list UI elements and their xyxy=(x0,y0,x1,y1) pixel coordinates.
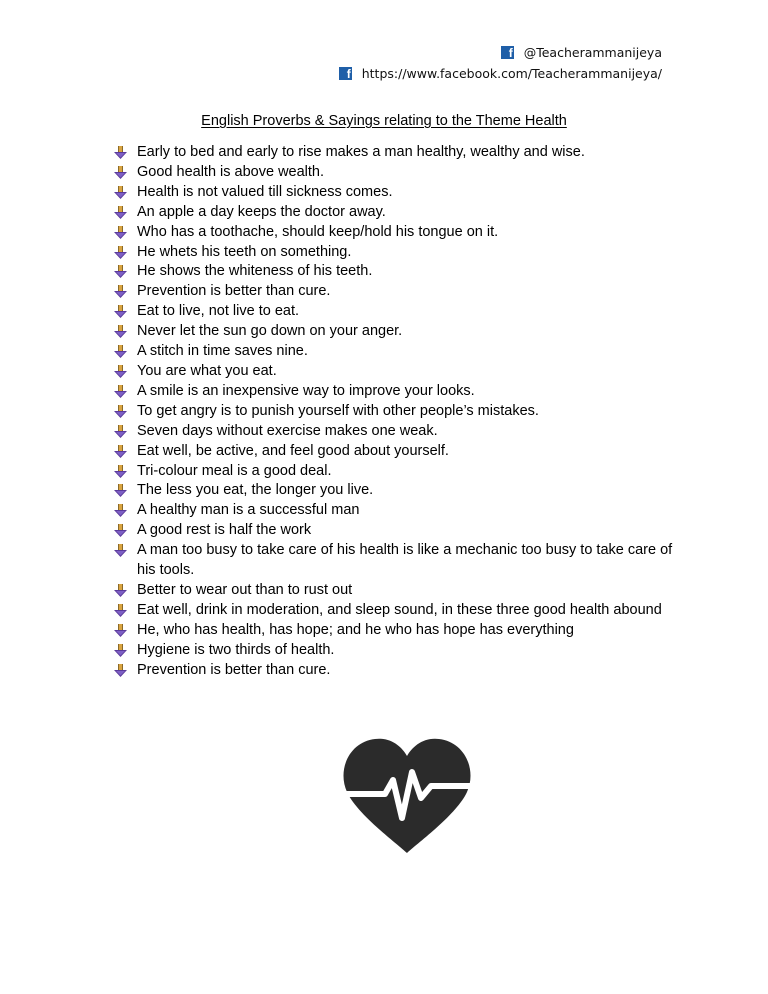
arrow-down-bullet-icon xyxy=(113,462,137,482)
page-title: English Proverbs & Sayings relating to the Theme Health xyxy=(201,113,567,129)
social-header xyxy=(339,42,662,84)
list-item xyxy=(113,143,693,163)
proverb-text: He shows the whiteness of his teeth. xyxy=(137,263,373,280)
proverb-text: Eat well, drink in moderation, and sleep sound, in these three good health abound xyxy=(137,601,662,618)
list-item xyxy=(113,342,693,362)
header-handle-line xyxy=(339,42,662,63)
proverb-text: A stitch in time saves nine. xyxy=(137,343,308,360)
arrow-down-bullet-icon xyxy=(113,382,137,402)
heartbeat-heart-icon xyxy=(341,736,473,854)
list-item xyxy=(113,621,693,641)
arrow-down-bullet-icon xyxy=(113,183,137,203)
proverb-text: To get angry is to punish yourself with other people’s mistakes. xyxy=(137,402,539,419)
arrow-down-bullet-icon xyxy=(113,143,137,163)
list-item xyxy=(113,481,693,501)
arrow-down-bullet-icon xyxy=(113,501,137,521)
proverb-text: He, who has health, has hope; and he who has hope has everything xyxy=(137,621,574,638)
proverb-text: An apple a day keeps the doctor away. xyxy=(137,203,386,220)
arrow-down-bullet-icon xyxy=(113,282,137,302)
arrow-down-bullet-icon xyxy=(113,402,137,422)
proverb-text: Prevention is better than cure. xyxy=(137,283,331,300)
arrow-down-bullet-icon xyxy=(113,541,137,561)
list-item xyxy=(113,302,693,322)
proverb-text: Hygiene is two thirds of health. xyxy=(137,641,335,658)
list-item xyxy=(113,382,693,402)
proverb-text: He whets his teeth on something. xyxy=(137,243,352,260)
proverb-text: Never let the sun go down on your anger. xyxy=(137,323,403,340)
arrow-down-bullet-icon xyxy=(113,243,137,263)
list-item xyxy=(113,442,693,462)
list-item xyxy=(113,501,693,521)
proverb-text: Better to wear out than to rust out xyxy=(137,581,353,598)
proverb-text: The less you eat, the longer you live. xyxy=(137,482,374,499)
list-item xyxy=(113,521,693,541)
proverb-text: Health is not valued till sickness comes. xyxy=(137,183,393,200)
proverb-text: Tri-colour meal is a good deal. xyxy=(137,462,332,479)
proverb-text: Good health is above wealth. xyxy=(137,163,325,180)
list-item xyxy=(113,402,693,422)
arrow-down-bullet-icon xyxy=(113,621,137,641)
list-item xyxy=(113,243,693,263)
arrow-down-bullet-icon xyxy=(113,203,137,223)
facebook-icon: f xyxy=(501,46,514,59)
arrow-down-bullet-icon xyxy=(113,342,137,362)
list-item xyxy=(113,322,693,342)
list-item xyxy=(113,362,693,382)
arrow-down-bullet-icon xyxy=(113,581,137,601)
list-item xyxy=(113,282,693,302)
proverb-text: Early to bed and early to rise makes a man healthy, wealthy and wise. xyxy=(137,144,585,160)
arrow-down-bullet-icon xyxy=(113,302,137,322)
arrow-down-bullet-icon xyxy=(113,442,137,462)
arrow-down-bullet-icon xyxy=(113,322,137,342)
arrow-down-bullet-icon xyxy=(113,481,137,501)
proverb-text: A man too busy to take care of his health is like a mechanic too busy to take care of his tools. xyxy=(137,542,673,579)
proverb-text: Eat to live, not live to eat. xyxy=(137,303,300,320)
arrow-down-bullet-icon xyxy=(113,163,137,183)
list-item xyxy=(113,661,693,681)
arrow-down-bullet-icon xyxy=(113,262,137,282)
proverb-text: You are what you eat. xyxy=(137,362,277,379)
proverb-text: A good rest is half the work xyxy=(137,522,312,539)
arrow-down-bullet-icon xyxy=(113,601,137,621)
proverb-text: A smile is an inexpensive way to improve your looks. xyxy=(137,382,475,399)
facebook-handle: @Teacherammanijeya xyxy=(523,45,662,60)
page-title-container xyxy=(0,113,768,129)
proverb-list xyxy=(113,143,693,680)
list-item xyxy=(113,422,693,442)
proverb-text: Eat well, be active, and feel good about yourself. xyxy=(137,442,449,459)
facebook-url[interactable]: https://www.facebook.com/Teacherammanijeya/ xyxy=(361,66,662,81)
list-item xyxy=(113,203,693,223)
arrow-down-bullet-icon xyxy=(113,661,137,681)
list-item xyxy=(113,163,693,183)
arrow-down-bullet-icon xyxy=(113,521,137,541)
arrow-down-bullet-icon xyxy=(113,641,137,661)
proverb-text: Who has a toothache, should keep/hold his tongue on it. xyxy=(137,223,499,240)
list-item xyxy=(113,183,693,203)
proverb-text: Prevention is better than cure. xyxy=(137,661,331,678)
list-item xyxy=(113,641,693,661)
list-item xyxy=(113,541,693,581)
proverb-text: Seven days without exercise makes one weak. xyxy=(137,422,438,439)
list-item xyxy=(113,601,693,621)
header-url-line xyxy=(339,63,662,84)
arrow-down-bullet-icon xyxy=(113,362,137,382)
list-item xyxy=(113,262,693,282)
arrow-down-bullet-icon xyxy=(113,422,137,442)
list-item xyxy=(113,223,693,243)
proverb-text: A healthy man is a successful man xyxy=(137,502,360,519)
list-item xyxy=(113,462,693,482)
arrow-down-bullet-icon xyxy=(113,223,137,243)
list-item xyxy=(113,581,693,601)
facebook-icon: f xyxy=(339,67,352,80)
